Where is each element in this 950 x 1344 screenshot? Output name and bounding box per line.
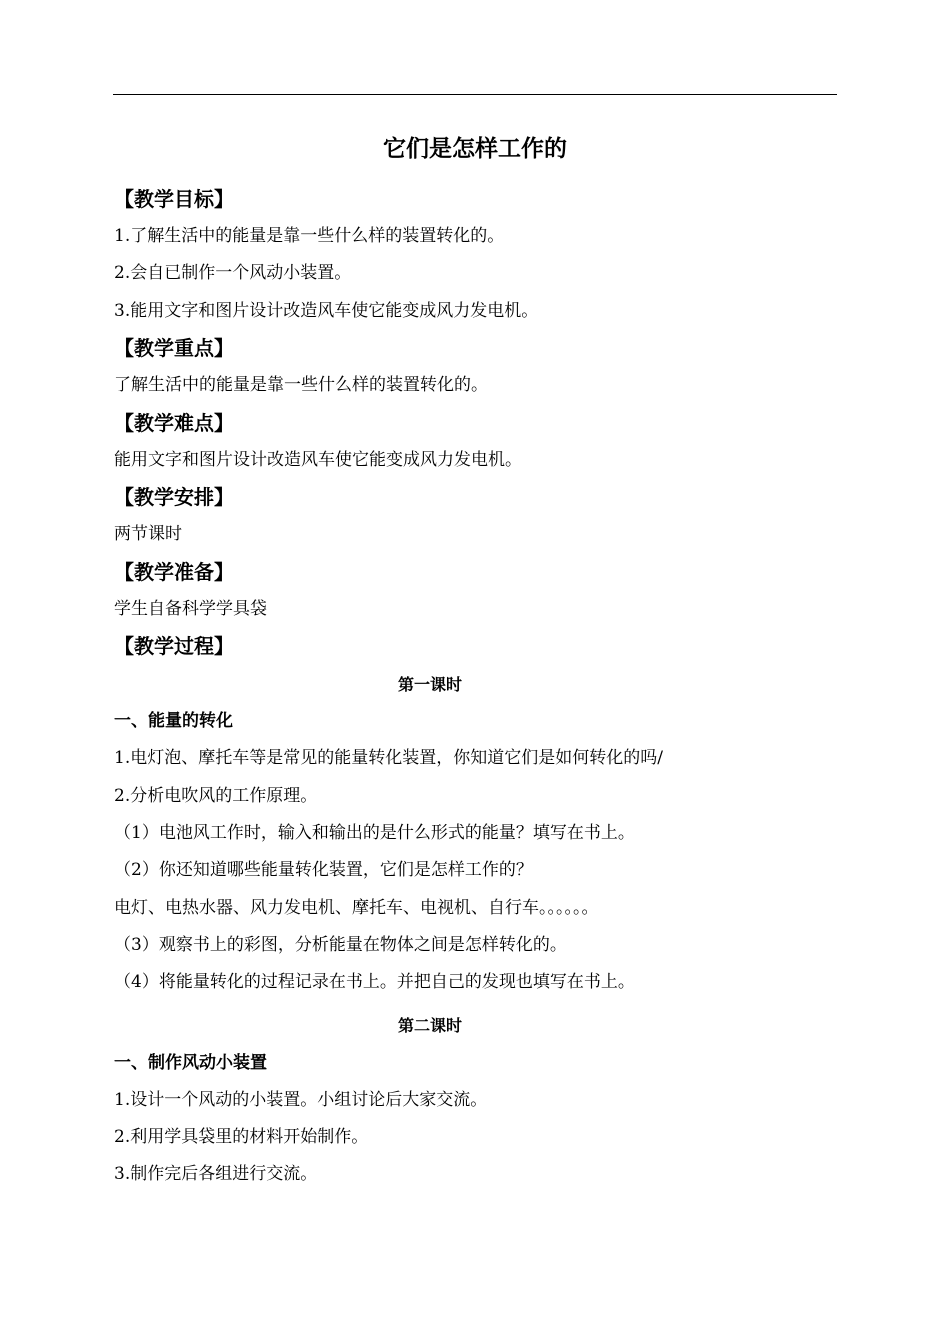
difficulties-text: 能用文字和图片设计改造风车使它能变成风力发电机。 <box>114 450 522 470</box>
key-points-heading: 【教学重点】 <box>114 336 234 360</box>
lesson2-part-heading: 一、制作风动小装置 <box>114 1053 267 1073</box>
lesson1-line: 2.分析电吹风的工作原理。 <box>114 786 318 806</box>
lesson1-part-heading: 一、能量的转化 <box>114 711 233 731</box>
arrangement-heading: 【教学安排】 <box>114 485 234 509</box>
lesson1-line: （2）你还知道哪些能量转化装置，它们是怎样工作的？ <box>114 860 533 880</box>
lesson2-line: 2.利用学具袋里的材料开始制作。 <box>114 1127 369 1147</box>
lesson1-line: 电灯、电热水器、风力发电机、摩托车、电视机、自行车。。。。。。 <box>114 898 599 918</box>
header-rule <box>113 94 837 95</box>
document-title: 它们是怎样工作的 <box>383 136 567 162</box>
objectives-heading: 【教学目标】 <box>114 187 234 211</box>
difficulties-heading: 【教学难点】 <box>114 411 234 435</box>
lesson2-line: 1.设计一个风动的小装置。小组讨论后大家交流。 <box>114 1090 488 1110</box>
preparation-text: 学生自备科学学具袋 <box>114 599 267 619</box>
preparation-heading: 【教学准备】 <box>114 560 234 584</box>
lesson2-line: 3.制作完后各组进行交流。 <box>114 1164 318 1184</box>
lesson1-heading: 第一课时 <box>397 675 462 694</box>
lesson1-line: （1）电池风工作时，输入和输出的是什么形式的能量？填写在书上。 <box>114 823 635 843</box>
objective-item: 3.能用文字和图片设计改造风车使它能变成风力发电机。 <box>114 301 539 321</box>
lesson1-line: （4）将能量转化的过程记录在书上。并把自己的发现也填写在书上。 <box>114 972 635 992</box>
objective-item: 1.了解生活中的能量是靠一些什么样的装置转化的。 <box>114 226 505 246</box>
process-heading: 【教学过程】 <box>114 634 234 658</box>
lesson1-line: 1.电灯泡、摩托车等是常见的能量转化装置，你知道它们是如何转化的吗/ <box>114 748 663 768</box>
arrangement-text: 两节课时 <box>114 524 182 544</box>
lesson2-heading: 第二课时 <box>397 1016 462 1035</box>
key-points-text: 了解生活中的能量是靠一些什么样的装置转化的。 <box>114 375 488 395</box>
objective-item: 2.会自已制作一个风动小装置。 <box>114 263 352 283</box>
lesson1-line: （3）观察书上的彩图，分析能量在物体之间是怎样转化的。 <box>114 935 567 955</box>
